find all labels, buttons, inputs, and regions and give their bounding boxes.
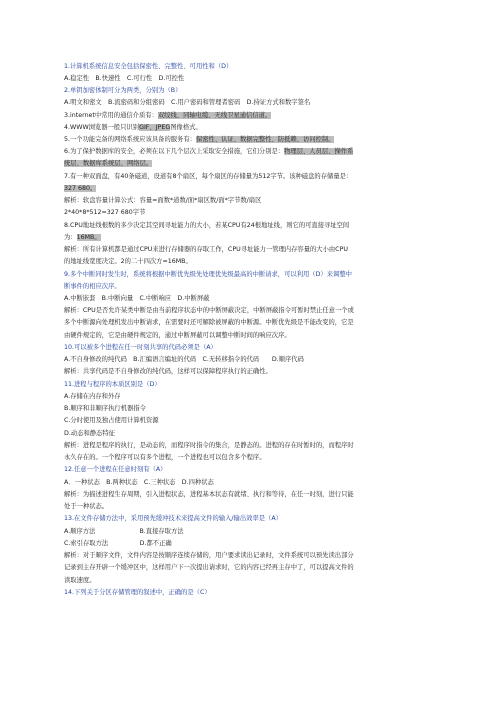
line-text: 解析：对于顺序文件，文件内容是按顺序连续存储的，用户要求读出记录时，文件系统可以预先读出部分	[64, 552, 354, 559]
text-line	[64, 380, 434, 391]
text-line	[64, 208, 434, 219]
line-text: C.索引存取方法 D.都不正确	[64, 540, 172, 547]
line-text: 9.多个中断同时发生时，系统将根据中断优先级先处理优先级最高的中断请求，可以利用（D）来调整中	[64, 271, 352, 278]
text-line	[64, 343, 434, 354]
line-text: 4.WWW浏览器一般只识别	[64, 124, 140, 131]
text-line	[64, 392, 434, 403]
line-text: A.顺序方法 B.直接存取方法	[64, 528, 184, 535]
highlighted-answer: 保密性、认证、数据完整性、防抵赖、访问控制。	[195, 136, 335, 143]
line-text: 13.在文件存储方法中，采用预先缓冲技术来提高文件的输入/输出效率是（A）	[64, 515, 282, 522]
line-text: 3.internet中常用的通信介质有：	[64, 112, 158, 119]
highlighted-answer: 双绞线、同轴电缆、无线卫星通信信道。	[157, 112, 272, 119]
line-text: 1.计算机系统信息安全包括保密性、完整性、可用性和（D）	[64, 63, 233, 70]
text-line	[64, 563, 434, 574]
highlighted-answer: GIF、JPEG	[139, 124, 171, 131]
text-line	[64, 441, 434, 452]
line-text: 2.单钥加密体制可分为两类，分别为（B）	[64, 87, 182, 94]
line-text: 多个中断源向处理机发出中断请求，在需要时还可解除被屏蔽的中断源。中断优先级是不能改变的，它是	[64, 319, 354, 326]
line-text: 永久存在的。一个程序可以有多个进程，一个进程也可以包含多个程序。	[64, 454, 266, 461]
text-line	[64, 551, 434, 562]
line-text: A.中断嵌套 B.中断向量 C.中断响应 D.中断屏蔽	[64, 295, 210, 302]
text-line	[64, 98, 434, 109]
text-line	[64, 588, 434, 599]
line-text: 读取速度。	[64, 577, 96, 584]
text-line	[64, 135, 434, 146]
text-line	[64, 147, 434, 158]
text-line	[64, 306, 434, 317]
text-line	[64, 318, 434, 329]
line-text: 14.下列关于分区存储管理的叙述中，正确的是（C）	[64, 589, 211, 596]
text-line	[64, 404, 434, 415]
line-text: 5.一个功能完备的网络系统应该具备的服务有：	[64, 136, 196, 143]
text-line	[64, 490, 434, 501]
line-text: 图像格式。	[170, 124, 202, 131]
line-text: 处于一种状态。	[64, 503, 109, 510]
text-line	[64, 355, 434, 366]
line-text: 10.可以被多个进程在任一时刻共享的代码必须是（A）	[64, 344, 217, 351]
line-text: 11.进程与程序的本质区别是（D）	[64, 381, 161, 388]
line-text: 为：	[64, 234, 77, 241]
line-text: A．一种状态 B.两种状态 C.三种状态 D.四种状态	[64, 479, 214, 486]
text-line	[64, 184, 434, 195]
text-line	[64, 257, 434, 268]
text-line	[64, 62, 434, 73]
line-text: 解析：为描述进程生存周期，引入进程状态，进程基本状态有就绪、执行和等待，在任一时刻，进行只能	[64, 491, 354, 498]
line-text: 7.有一种双面盘，有40条磁道，设道有8个扇区，每个扇区的存储量为512字节。该种磁盘的存储量是：	[64, 173, 353, 180]
line-text: 解析：所有计算机都是通过CPU来进行存储器的存取工作，CPU寻址能力一管理内存容量的大小由CPU	[64, 246, 348, 253]
text-line	[64, 453, 434, 464]
line-text: A.不自身修改的纯代码 B.汇编语言编址的代码 C.无转移指令的代码 D.顺序代码	[64, 356, 304, 363]
text-line	[64, 465, 434, 476]
text-line	[64, 331, 434, 342]
text-line	[64, 159, 434, 170]
highlighted-answer: 16MB。	[76, 234, 101, 241]
line-text: 的地址线宽度决定。2的二十四次方=16MB。	[64, 258, 192, 265]
text-line	[64, 111, 434, 122]
line-text: 2*40*8*512=327 680字节	[64, 209, 146, 216]
line-text: 记录到主存开辟一个缓冲区中，这样用户下一次提出请求时，它的内容已经再主存中了，可以提高文件的	[64, 564, 354, 571]
line-text: 12.任意一个进程在任意时刻有（A）	[64, 466, 167, 473]
line-text: 解析：软盘容量计算公式：容量=面数*道数/面*扇区数/面*字节数/扇区	[64, 197, 262, 204]
line-text: A.明文和密文 B.流密码和分组密码 C.用户密码和管理者密码 D.持证方式和数字签名	[64, 99, 311, 106]
text-line	[64, 172, 434, 183]
text-line	[64, 527, 434, 538]
text-line	[64, 294, 434, 305]
line-text: 6.为了保护数据库的安全，必须在以下几个层次上采取安全措施，它们分别是：	[64, 148, 285, 155]
highlighted-answer: 327 680。	[64, 185, 97, 192]
text-line	[64, 196, 434, 207]
line-text: 解析：共享代码是不自身修改的纯代码，这样可以保障程序执行的正确性。	[64, 368, 272, 375]
text-line	[64, 270, 434, 281]
text-line	[64, 478, 434, 489]
line-text: A.稳定性 B.快速性 C.可行性 D.可控性	[64, 75, 185, 82]
text-line	[64, 514, 434, 525]
line-text: B.顺序和非顺序执行机器指令	[64, 405, 146, 412]
text-line	[64, 539, 434, 550]
line-text: D.动态和静态特征	[64, 430, 115, 437]
text-line	[64, 221, 434, 232]
text-line	[64, 367, 434, 378]
highlighted-answer: 物理层、人员层、操作系	[284, 148, 354, 155]
text-line	[64, 245, 434, 256]
line-text: 8.CPU地址线根数的多少决定其空间寻址能力的大小，若某CPU有24根地址线，则它的可直接寻址空间	[64, 222, 350, 229]
text-line	[64, 576, 434, 587]
highlighted-answer: 统层、数据库系统层、网络层。	[64, 160, 153, 167]
line-text: 由硬件规定的，它是由硬件规定的，通过中断屏蔽可以调整中断时间的响应次序。	[64, 332, 291, 339]
text-line	[64, 429, 434, 440]
line-text: 解析：CPU是否允许某类中断是由当前程序状态中的中断屏蔽决定，中断屏蔽指令可暂时禁止任意一个或	[64, 307, 354, 314]
line-text: A.存储在内存和外存	[64, 393, 121, 400]
line-text: 解析：进程是程序的执行，是动态的，而程序时指令的集合，是静态的。进程的存在时暂时的，而程序时	[64, 442, 354, 449]
text-line	[64, 233, 434, 244]
text-line	[64, 123, 434, 134]
text-line	[64, 282, 434, 293]
text-line	[64, 86, 434, 97]
text-line	[64, 74, 434, 85]
text-line	[64, 416, 434, 427]
line-text: C.分时使用及独占使用计算机资源	[64, 417, 159, 424]
text-line	[64, 502, 434, 513]
line-text: 断事件的相应次序。	[64, 283, 121, 290]
